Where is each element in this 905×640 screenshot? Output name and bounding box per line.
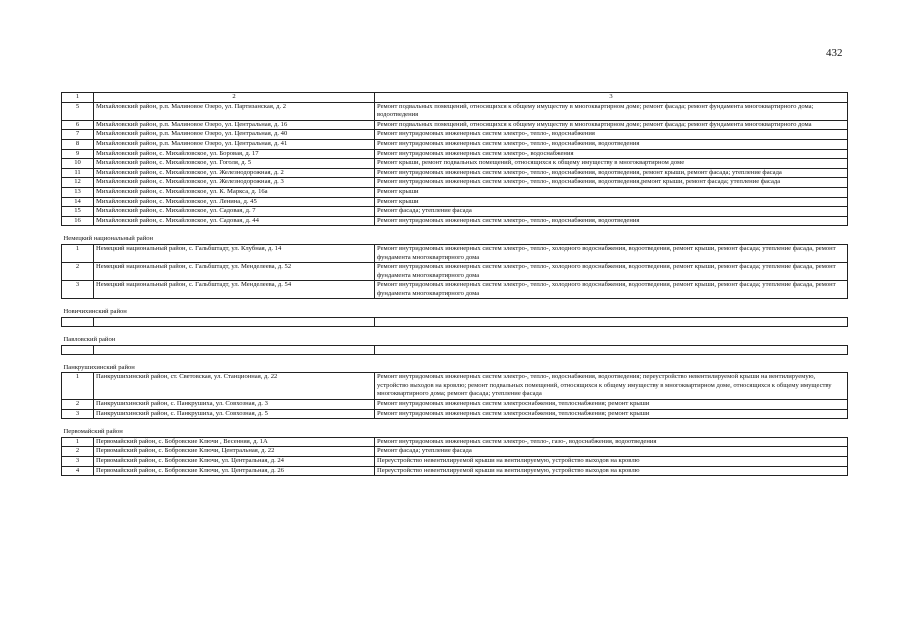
section-heading-row	[62, 226, 848, 245]
section-title: Первомайский район	[62, 419, 848, 438]
row-address: Михайловский район, с. Михайловское, ул. К. Маркса, д. 16а	[94, 187, 375, 197]
row-number: 9	[62, 149, 94, 159]
row-address: Панкрушихинский район, с. Панкрушиха, ул. Совхозная, д. 3	[94, 400, 375, 410]
row-number: 12	[62, 178, 94, 188]
table-row	[62, 447, 848, 457]
row-address: Михайловский район, с. Михайловское, ул. Гоголя, д. 5	[94, 159, 375, 169]
header-col-2: 2	[94, 93, 375, 103]
table-row	[62, 345, 848, 354]
table-row	[62, 318, 848, 327]
table-row	[62, 139, 848, 149]
row-works: Ремонт внутридомовых инженерных систем электро-, тепло-, холодного водоснабжения, водоотведения, ремонт крыши, ремонт фасада; утепление фасада, ремонт фундамента многоквартирного дома	[375, 244, 848, 262]
row-works: Ремонт внутридомовых инженерных систем электро-, тепло-, водоснабжения, водоотведения; переустройство невентилируемой крыши на вентилируемую, устройство выходов на кровлю; ремонт подвальных помещений, относящихся к общему имуществу в многоквартирном доме, относящихся к общему имуществу многоквартирного дома; ремонт фасада; утепление фасада	[375, 373, 848, 400]
row-works: Переустройство невентилируемой крыши на вентилируемую, устройство выходов на кровлю	[375, 457, 848, 467]
row-address: Первомайский район, с. Бобровские Ключи, Центральная, д. 22	[94, 447, 375, 457]
row-number: 3	[62, 281, 94, 299]
table-row	[62, 149, 848, 159]
row-address: Немецкий национальный район, с. Гальбштадт, ул. Менделеева, д. 54	[94, 281, 375, 299]
table-row	[62, 466, 848, 476]
row-address: Михайловский район, с. Михайловское, ул. Садовая, д. 44	[94, 216, 375, 226]
row-number: 2	[62, 263, 94, 281]
row-number: 15	[62, 207, 94, 217]
row-works: Ремонт подвальных помещений, относящихся к общему имуществу в многоквартирном доме; ремонт фасада; ремонт фундамента многоквартирного дома	[375, 120, 848, 130]
row-address	[94, 345, 375, 354]
row-works: Ремонт фасада; утепление фасада	[375, 207, 848, 217]
row-number: 2	[62, 447, 94, 457]
row-works: Ремонт крыши	[375, 197, 848, 207]
section-heading-row	[62, 299, 848, 318]
row-works: Ремонт внутридомовых инженерных систем электро-, тепло-, водоснабжения, водоотведения	[375, 139, 848, 149]
section-heading-row	[62, 354, 848, 373]
table-row	[62, 281, 848, 299]
table-row	[62, 197, 848, 207]
row-number: 8	[62, 139, 94, 149]
table-row	[62, 168, 848, 178]
row-address: Михайловский район, с. Михайловское, ул. Садовая, д. 7	[94, 207, 375, 217]
table-row	[62, 130, 848, 140]
row-address: Михайловский район, р.п. Малиновое Озеро, ул. Партизанская, д. 2	[94, 102, 375, 120]
row-number: 14	[62, 197, 94, 207]
table-row	[62, 409, 848, 419]
row-works	[375, 318, 848, 327]
header-col-1: 1	[62, 93, 94, 103]
row-address: Немецкий национальный район, с. Гальбштадт, ул. Клубная, д. 14	[94, 244, 375, 262]
table-row	[62, 120, 848, 130]
row-number: 6	[62, 120, 94, 130]
row-number: 1	[62, 373, 94, 400]
row-address: Михайловский район, с. Михайловское, ул. Железнодорожная, д. 3	[94, 178, 375, 188]
table-header-row	[62, 93, 848, 103]
row-works: Ремонт подвальных помещений, относящихся к общему имуществу в многоквартирном доме; ремонт фасада; ремонт фундамента многоквартирного дома; водоотведения	[375, 102, 848, 120]
table-row	[62, 159, 848, 169]
row-works: Ремонт внутридомовых инженерных систем электро-, водоснабжения	[375, 149, 848, 159]
row-works: Ремонт внутридомовых инженерных систем электро-, тепло-, холодного водоснабжения, водоотведения, ремонт крыши, ремонт фасада; утепление фасада, ремонт фундамента многоквартирного дома	[375, 263, 848, 281]
row-number: 4	[62, 466, 94, 476]
page-number: 432	[826, 47, 843, 59]
row-address: Панкрушихинский район, ст. Световская, ул. Станционная, д. 22	[94, 373, 375, 400]
row-number: 3	[62, 409, 94, 419]
row-works: Переустройство невентилируемой крыши на вентилируемую, устройство выходов на кровлю	[375, 466, 848, 476]
row-number: 2	[62, 400, 94, 410]
section-title: Новичихинский район	[62, 299, 848, 318]
row-number: 1	[62, 244, 94, 262]
row-address: Немецкий национальный район, с. Гальбштадт, ул. Менделеева, д. 52	[94, 263, 375, 281]
section-title: Немецкий национальный район	[62, 226, 848, 245]
works-table	[61, 92, 848, 476]
row-address: Михайловский район, р.п. Малиновое Озеро, ул. Центральная, д. 41	[94, 139, 375, 149]
row-works: Ремонт внутридомовых инженерных систем электро-, тепло-, водоснабжения, водоотведения	[375, 216, 848, 226]
row-number: 5	[62, 102, 94, 120]
row-works: Ремонт внутридомовых инженерных систем электро-, тепло-, водоснабжения, водоотведения,ремонт крыши, ремонт фасада; утепление фасада	[375, 178, 848, 188]
row-number: 16	[62, 216, 94, 226]
section-heading-row	[62, 419, 848, 438]
row-works: Ремонт фасада; утепление фасада	[375, 447, 848, 457]
table-row	[62, 457, 848, 467]
table-row	[62, 207, 848, 217]
table-row	[62, 178, 848, 188]
table-row	[62, 187, 848, 197]
row-number: 10	[62, 159, 94, 169]
row-number: 7	[62, 130, 94, 140]
section-title: Павловский район	[62, 327, 848, 346]
row-works: Ремонт внутридомовых инженерных систем электро-, тепло-, холодного водоснабжения, водоотведения, ремонт крыши, ремонт фасада; утепление фасада, ремонт фундамента многоквартирного дома	[375, 281, 848, 299]
row-number: 3	[62, 457, 94, 467]
row-works: Ремонт внутридомовых инженерных систем электро-, тепло-, водоснабжения	[375, 130, 848, 140]
row-works: Ремонт крыши, ремонт подвальных помещений, относящихся к общему имуществу в многоквартирном доме	[375, 159, 848, 169]
section-heading-row	[62, 327, 848, 346]
table-row	[62, 102, 848, 120]
table-row	[62, 400, 848, 410]
row-number: 13	[62, 187, 94, 197]
row-address: Михайловский район, с. Михайловское, ул. Железнодорожная, д. 2	[94, 168, 375, 178]
row-address: Михайловский район, р.п. Малиновое Озеро, ул. Центральная, д. 16	[94, 120, 375, 130]
row-works: Ремонт крыши	[375, 187, 848, 197]
row-works: Ремонт внутридомовых инженерных систем электроснабжения, теплоснабжения; ремонт крыши	[375, 409, 848, 419]
row-number	[62, 318, 94, 327]
row-works: Ремонт внутридомовых инженерных систем электроснабжения, теплоснабжения; ремонт крыши	[375, 400, 848, 410]
header-col-3: 3	[375, 93, 848, 103]
table-row	[62, 437, 848, 447]
row-number: 1	[62, 437, 94, 447]
row-works: Ремонт внутридомовых инженерных систем электро-, тепло-, газо-, водоснабжения, водоотведения	[375, 437, 848, 447]
table-row	[62, 216, 848, 226]
row-address: Михайловский район, с. Михайловское, ул. Ленина, д. 45	[94, 197, 375, 207]
row-number: 11	[62, 168, 94, 178]
row-address: Панкрушихинский район, с. Панкрушиха, ул. Совхозная, д. 5	[94, 409, 375, 419]
section-title: Панкрушихинский район	[62, 354, 848, 373]
table-row	[62, 244, 848, 262]
row-address: Михайловский район, с. Михайловское, ул. Боровая, д. 17	[94, 149, 375, 159]
row-address: Первомайский район, с. Бобровские Ключи, ул. Центральная, д. 24	[94, 457, 375, 467]
row-works: Ремонт внутридомовых инженерных систем электро-, тепло-, водоснабжения, водоотведения, ремонт крыши, ремонт фасада; утепление фасада	[375, 168, 848, 178]
row-address: Михайловский район, р.п. Малиновое Озеро, ул. Центральная, д. 40	[94, 130, 375, 140]
row-address: Первомайский район, с. Бобровские Ключи , Весенняя, д. 1А	[94, 437, 375, 447]
table-row	[62, 263, 848, 281]
table-row	[62, 373, 848, 400]
row-address	[94, 318, 375, 327]
row-works	[375, 345, 848, 354]
row-number	[62, 345, 94, 354]
row-address: Первомайский район, с. Бобровские Ключи, ул. Центральная, д. 26	[94, 466, 375, 476]
